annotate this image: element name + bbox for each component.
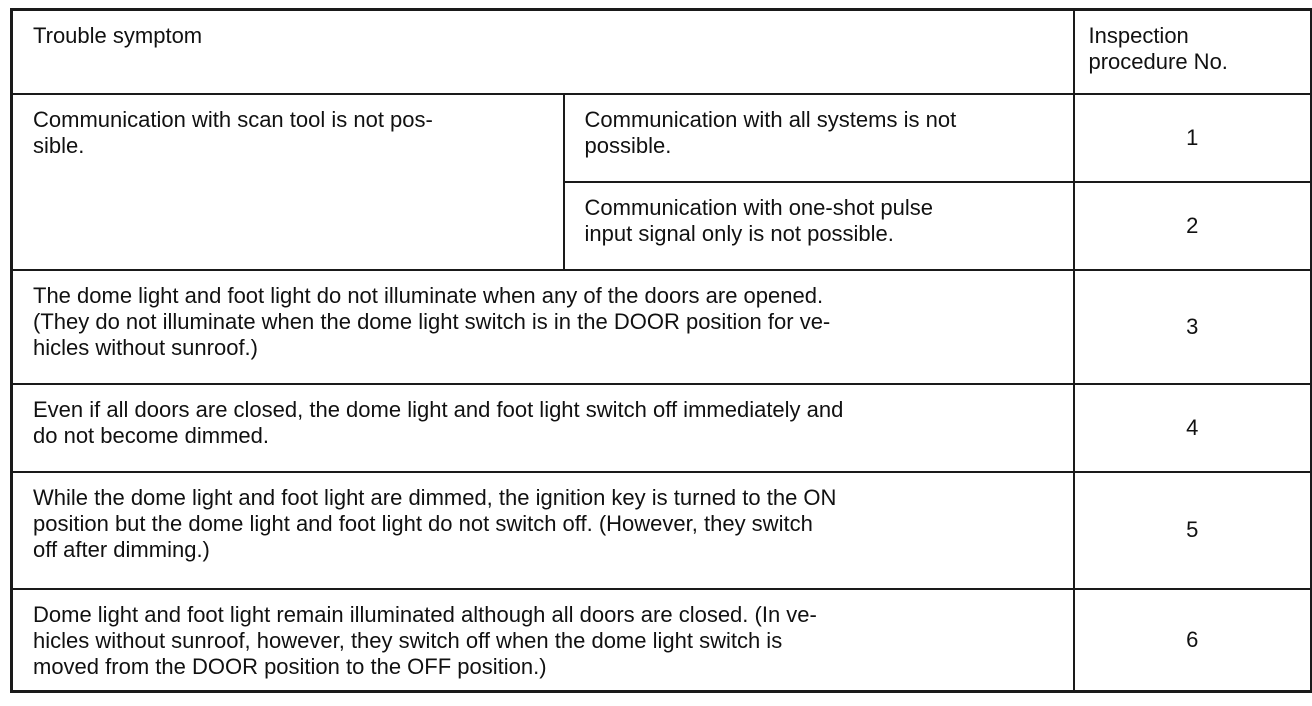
table-row xyxy=(12,270,1312,384)
table-row xyxy=(12,472,1312,589)
sub-symptom-cell xyxy=(564,182,1074,270)
procedure-number: 3 xyxy=(1074,270,1312,384)
symptom-line: hicles without sunroof.) xyxy=(33,334,258,360)
sub-symptom-line: possible. xyxy=(584,132,672,158)
symptom-line: moved from the DOOR position to the OFF position.) xyxy=(33,653,547,679)
trouble-symptom-table xyxy=(10,8,1312,693)
header-symptom-label: Trouble symptom xyxy=(33,23,203,48)
symptom-line: (They do not illuminate when the dome light switch is in the DOOR position for ve- xyxy=(33,308,831,334)
symptom-line: Communication with scan tool is not pos- xyxy=(33,106,433,132)
symptom-line: sible. xyxy=(33,132,85,158)
symptom-line: Even if all doors are closed, the dome light and foot light switch off immediately and xyxy=(33,396,844,422)
symptom-cell xyxy=(12,94,564,270)
table-row xyxy=(12,94,1312,182)
table-row xyxy=(12,384,1312,472)
symptom-cell xyxy=(12,472,1074,589)
sub-symptom-line: Communication with all systems is not xyxy=(584,106,957,132)
symptom-cell xyxy=(12,384,1074,472)
symptom-line: off after dimming.) xyxy=(33,536,210,562)
symptom-cell xyxy=(12,270,1074,384)
header-trouble-symptom xyxy=(12,10,1074,94)
table-row xyxy=(12,589,1312,692)
symptom-line: While the dome light and foot light are dimmed, the ignition key is turned to the ON xyxy=(33,484,837,510)
symptom-line: hicles without sunroof, however, they switch off when the dome light switch is xyxy=(33,627,783,653)
symptom-cell xyxy=(12,589,1074,692)
symptom-line: do not become dimmed. xyxy=(33,422,270,448)
procedure-number: 4 xyxy=(1074,384,1312,472)
procedure-number: 6 xyxy=(1074,589,1312,692)
symptom-line: The dome light and foot light do not illuminate when any of the doors are opened. xyxy=(33,282,824,308)
sub-symptom-line: Communication with one-shot pulse xyxy=(584,194,934,220)
sub-symptom-line: input signal only is not possible. xyxy=(584,220,894,246)
symptom-line: position but the dome light and foot light do not switch off. (However, they switch xyxy=(33,510,813,536)
procedure-number: 2 xyxy=(1074,182,1312,270)
procedure-number: 1 xyxy=(1074,94,1312,182)
header-procedure-line2: procedure No. xyxy=(1088,49,1228,74)
procedure-number: 5 xyxy=(1074,472,1312,589)
sub-symptom-cell xyxy=(564,94,1074,182)
header-procedure-line1: Inspection xyxy=(1088,23,1189,48)
header-row xyxy=(12,10,1312,94)
trouble-symptom-table-wrapper xyxy=(10,8,1312,693)
header-inspection-procedure xyxy=(1074,10,1312,94)
symptom-line: Dome light and foot light remain illuminated although all doors are closed. (In ve- xyxy=(33,601,817,627)
